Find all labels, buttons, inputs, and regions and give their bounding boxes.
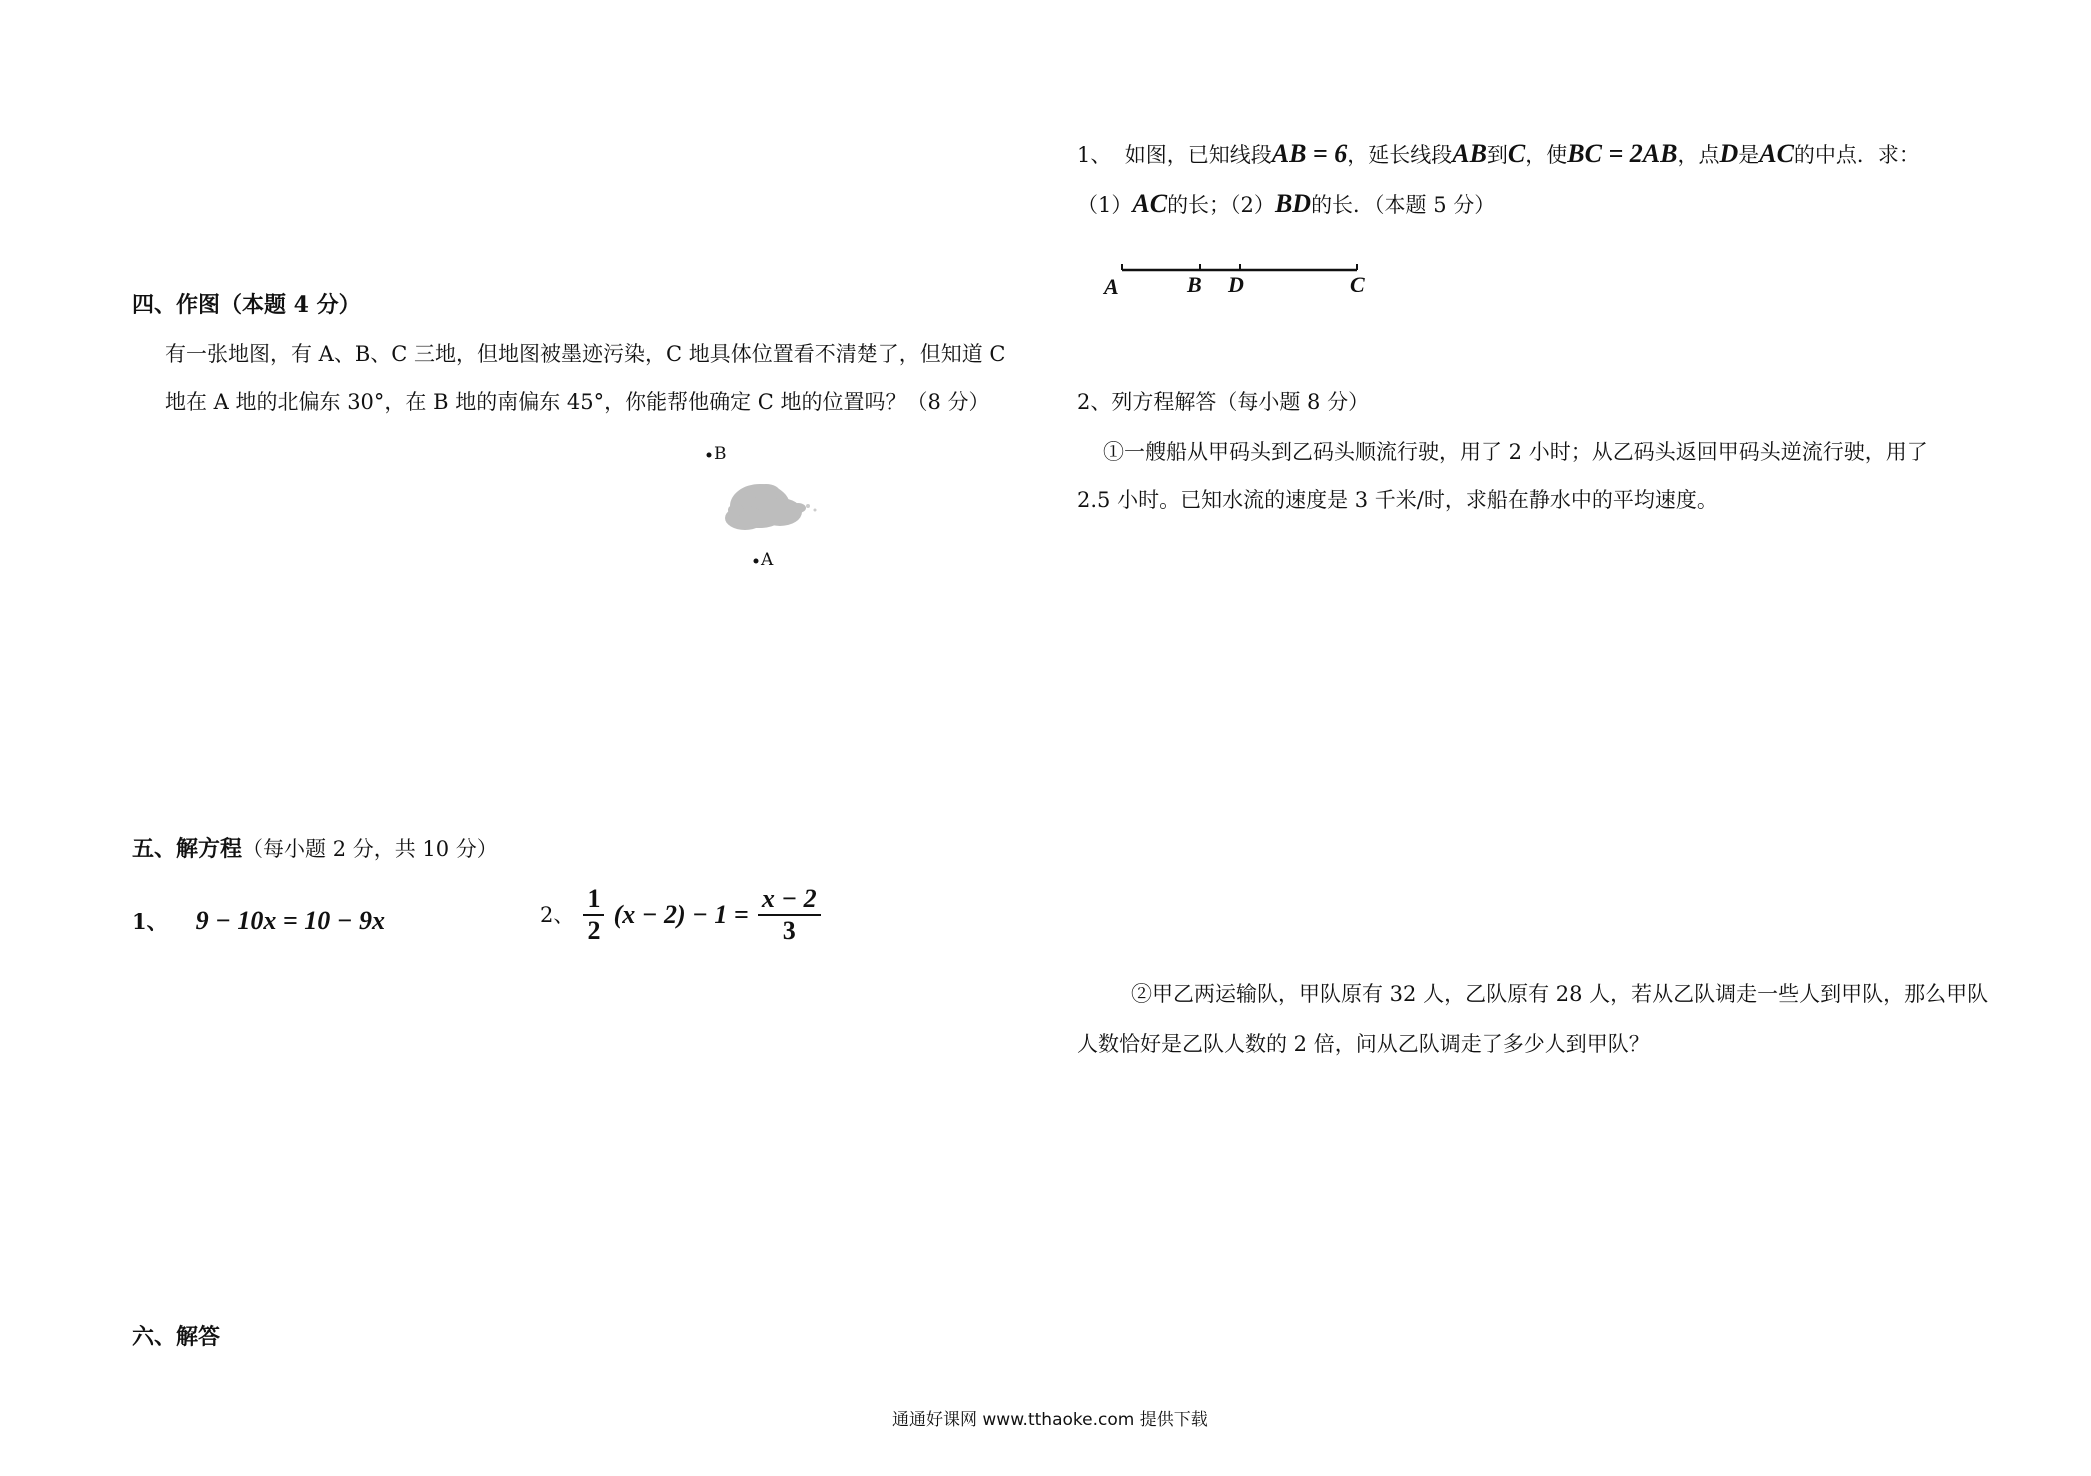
section4-heading: 四、作图（本题 4 分） xyxy=(132,292,361,318)
equation-2-middle: (x − 2) − 1 = xyxy=(613,900,749,929)
section4-line1: 有一张地图，有 A、B、C 三地，但地图被墨迹污染，C 地具体位置看不清楚了，但知道 C xyxy=(165,342,1006,366)
question1-line1 xyxy=(1077,140,1920,169)
question2-sub1-line1: ①一艘船从甲码头到乙码头顺流行驶，用了 2 小时；从乙码头返回甲码头逆流行驶，用了 xyxy=(1103,440,1928,464)
point-a-label: A xyxy=(761,550,774,570)
question2-sub1-line2: 2.5 小时。已知水流的速度是 3 千米/时，求船在静水中的平均速度。 xyxy=(1077,488,1718,512)
q1-math-bd: BD xyxy=(1274,189,1312,218)
q1-math-ab6: AB = 6 xyxy=(1271,139,1348,168)
equation-2 xyxy=(540,884,825,946)
footer-text: 通通好课网 www.tthaoke.com 提供下载 xyxy=(892,1410,1208,1430)
q1-part-1: （1） xyxy=(1077,193,1133,217)
equation-1-expression: 9 − 10x = 10 − 9x xyxy=(195,906,385,935)
q1-text-3: 到 xyxy=(1486,143,1508,167)
segment-label-b: B xyxy=(1187,272,1202,297)
point-b-label: B xyxy=(714,444,727,464)
equation-2-rhs-fraction xyxy=(758,884,821,946)
equation-1-number: 1、 xyxy=(132,909,168,934)
q1-math-ac: AC xyxy=(1759,139,1794,168)
question2-sub2-line2: 人数恰好是乙队人数的 2 倍，问从乙队调走了多少人到甲队？ xyxy=(1077,1032,1650,1056)
section5-heading xyxy=(132,832,498,863)
q1-part-3: 的长．（本题 5 分） xyxy=(1311,193,1496,217)
q1-text-5: ，点 xyxy=(1677,143,1720,167)
equation-2-rhs-denominator: 3 xyxy=(782,916,796,945)
question2-sub2-line1: ②甲乙两运输队，甲队原有 32 人，乙队原有 28 人，若从乙队调走一些人到甲队，那么甲队 xyxy=(1131,982,1989,1006)
question1-line2 xyxy=(1077,190,1495,219)
section6-heading: 六、解答 xyxy=(132,1324,221,1350)
segment-label-c: C xyxy=(1350,272,1365,297)
equation-1 xyxy=(132,906,385,936)
ink-blot-shape xyxy=(725,484,817,530)
equation-2-coef-numerator: 1 xyxy=(583,884,604,916)
equation-2-number: 2、 xyxy=(540,903,575,927)
equation-2-rhs-numerator: x − 2 xyxy=(758,884,821,916)
question1-number: 1、 xyxy=(1077,143,1112,167)
point-a-dot xyxy=(754,559,759,564)
q1-text-2: ，延长线段 xyxy=(1347,143,1453,167)
question2-heading: 2、列方程解答（每小题 8 分） xyxy=(1077,390,1370,414)
q1-text-6: 是 xyxy=(1738,143,1760,167)
q1-part-2: 的长；（2） xyxy=(1167,193,1275,217)
section4-line2: 地在 A 地的北偏东 30°，在 B 地的南偏东 45°，你能帮他确定 C 地的位置吗？（8 分） xyxy=(165,390,990,414)
q1-math-bc2ab: BC = 2AB xyxy=(1567,139,1678,168)
segment-label-d: D xyxy=(1228,272,1244,297)
equation-2-coef-denominator: 2 xyxy=(587,916,601,945)
q1-text-4: ，使 xyxy=(1525,143,1568,167)
q1-text-7: 的中点．求： xyxy=(1793,143,1920,167)
q1-math-ab: AB xyxy=(1452,139,1487,168)
equation-2-coef-fraction xyxy=(583,884,604,946)
section5-heading-bold: 五、解方程 xyxy=(132,836,243,862)
q1-math-ac-2: AC xyxy=(1132,189,1168,218)
q1-math-d: D xyxy=(1719,139,1739,168)
segment-label-a: A xyxy=(1104,274,1119,299)
q1-text-1: 如图，已知线段 xyxy=(1124,143,1272,167)
point-b-dot xyxy=(707,453,712,458)
q1-math-c: C xyxy=(1507,139,1526,168)
section5-heading-rest: （每小题 2 分，共 10 分） xyxy=(242,837,498,861)
